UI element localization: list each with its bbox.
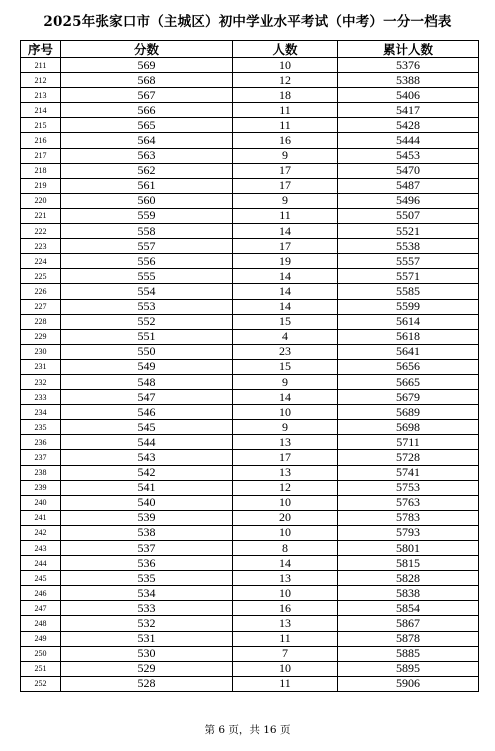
- cell-cumulative: 5641: [338, 344, 479, 359]
- cell-count: 13: [233, 435, 338, 450]
- cell-count: 9: [233, 374, 338, 389]
- cell-seq: 249: [21, 631, 61, 646]
- cell-score: 541: [61, 480, 233, 495]
- cell-count: 13: [233, 571, 338, 586]
- cell-cumulative: 5906: [338, 676, 479, 691]
- cell-cumulative: 5801: [338, 541, 479, 556]
- table-row: [21, 435, 479, 450]
- cell-count: 4: [233, 329, 338, 344]
- cell-count: 13: [233, 616, 338, 631]
- cell-score: 549: [61, 359, 233, 374]
- cell-count: 9: [233, 148, 338, 163]
- cell-seq: 241: [21, 510, 61, 525]
- cell-cumulative: 5453: [338, 148, 479, 163]
- header-count: 人数: [233, 41, 338, 58]
- cell-score: 561: [61, 178, 233, 193]
- cell-seq: 247: [21, 601, 61, 616]
- cell-seq: 215: [21, 118, 61, 133]
- cell-seq: 214: [21, 103, 61, 118]
- cell-count: 10: [233, 661, 338, 676]
- cell-count: 12: [233, 480, 338, 495]
- cell-count: 14: [233, 284, 338, 299]
- table-row: [21, 450, 479, 465]
- cell-seq: 223: [21, 239, 61, 254]
- cell-score: 559: [61, 208, 233, 223]
- cell-count: 8: [233, 541, 338, 556]
- table-row: [21, 73, 479, 88]
- cell-score: 565: [61, 118, 233, 133]
- cell-seq: 238: [21, 465, 61, 480]
- cell-seq: 212: [21, 73, 61, 88]
- cell-score: 546: [61, 405, 233, 420]
- table-row: [21, 239, 479, 254]
- table-row: [21, 254, 479, 269]
- cell-count: 18: [233, 88, 338, 103]
- cell-cumulative: 5665: [338, 374, 479, 389]
- table-row: [21, 571, 479, 586]
- cell-count: 11: [233, 118, 338, 133]
- cell-seq: 252: [21, 676, 61, 691]
- cell-cumulative: 5614: [338, 314, 479, 329]
- cell-seq: 240: [21, 495, 61, 510]
- cell-count: 10: [233, 405, 338, 420]
- table-row: [21, 601, 479, 616]
- table-row: [21, 224, 479, 239]
- cell-seq: 237: [21, 450, 61, 465]
- cell-cumulative: 5698: [338, 420, 479, 435]
- cell-count: 16: [233, 601, 338, 616]
- cell-cumulative: 5571: [338, 269, 479, 284]
- cell-score: 566: [61, 103, 233, 118]
- cell-count: 15: [233, 314, 338, 329]
- cell-cumulative: 5388: [338, 73, 479, 88]
- cell-score: 539: [61, 510, 233, 525]
- header-cumulative: 累计人数: [338, 41, 479, 58]
- cell-cumulative: 5793: [338, 525, 479, 540]
- cell-seq: 227: [21, 299, 61, 314]
- cell-count: 17: [233, 450, 338, 465]
- cell-cumulative: 5753: [338, 480, 479, 495]
- score-table: [20, 40, 479, 692]
- table-row: [21, 420, 479, 435]
- cell-score: 554: [61, 284, 233, 299]
- table-row: [21, 118, 479, 133]
- cell-cumulative: 5885: [338, 646, 479, 661]
- table-row: [21, 284, 479, 299]
- table-row: [21, 163, 479, 178]
- table-row: [21, 510, 479, 525]
- cell-cumulative: 5867: [338, 616, 479, 631]
- cell-score: 557: [61, 239, 233, 254]
- cell-count: 20: [233, 510, 338, 525]
- page-footer: 第 6 页，共 16 页: [204, 724, 291, 736]
- table-row: [21, 344, 479, 359]
- cell-count: 14: [233, 269, 338, 284]
- page-title: 2025年张家口市（主城区）初中学业水平考试（中考）一分一档表: [43, 14, 452, 30]
- cell-count: 11: [233, 631, 338, 646]
- table-row: [21, 541, 479, 556]
- cell-seq: 216: [21, 133, 61, 148]
- cell-cumulative: 5763: [338, 495, 479, 510]
- table-row: [21, 178, 479, 193]
- cell-seq: 246: [21, 586, 61, 601]
- cell-count: 10: [233, 525, 338, 540]
- cell-score: 550: [61, 344, 233, 359]
- cell-seq: 250: [21, 646, 61, 661]
- cell-cumulative: 5487: [338, 178, 479, 193]
- cell-seq: 225: [21, 269, 61, 284]
- table-row: [21, 374, 479, 389]
- cell-score: 556: [61, 254, 233, 269]
- cell-score: 551: [61, 329, 233, 344]
- cell-seq: 248: [21, 616, 61, 631]
- cell-cumulative: 5599: [338, 299, 479, 314]
- cell-seq: 226: [21, 284, 61, 299]
- cell-cumulative: 5689: [338, 405, 479, 420]
- cell-count: 14: [233, 556, 338, 571]
- table-row: [21, 148, 479, 163]
- cell-cumulative: 5470: [338, 163, 479, 178]
- cell-cumulative: 5496: [338, 193, 479, 208]
- cell-cumulative: 5854: [338, 601, 479, 616]
- cell-count: 11: [233, 208, 338, 223]
- cell-cumulative: 5538: [338, 239, 479, 254]
- cell-seq: 228: [21, 314, 61, 329]
- cell-seq: 229: [21, 329, 61, 344]
- cell-score: 542: [61, 465, 233, 480]
- cell-count: 17: [233, 239, 338, 254]
- cell-count: 10: [233, 495, 338, 510]
- cell-cumulative: 5679: [338, 390, 479, 405]
- cell-score: 528: [61, 676, 233, 691]
- table-row: [21, 193, 479, 208]
- table-row: [21, 586, 479, 601]
- cell-cumulative: 5406: [338, 88, 479, 103]
- table-row: [21, 661, 479, 676]
- cell-cumulative: 5838: [338, 586, 479, 601]
- cell-cumulative: 5417: [338, 103, 479, 118]
- table-row: [21, 299, 479, 314]
- table-row: [21, 556, 479, 571]
- cell-score: 568: [61, 73, 233, 88]
- cell-score: 536: [61, 556, 233, 571]
- cell-count: 9: [233, 193, 338, 208]
- header-row: [21, 41, 479, 58]
- cell-score: 569: [61, 58, 233, 73]
- cell-count: 11: [233, 103, 338, 118]
- table-body: [21, 58, 479, 692]
- cell-count: 7: [233, 646, 338, 661]
- cell-score: 558: [61, 224, 233, 239]
- cell-score: 545: [61, 420, 233, 435]
- cell-seq: 232: [21, 374, 61, 389]
- cell-seq: 239: [21, 480, 61, 495]
- cell-count: 19: [233, 254, 338, 269]
- cell-count: 15: [233, 359, 338, 374]
- cell-cumulative: 5815: [338, 556, 479, 571]
- cell-cumulative: 5895: [338, 661, 479, 676]
- cell-score: 548: [61, 374, 233, 389]
- cell-seq: 236: [21, 435, 61, 450]
- cell-seq: 245: [21, 571, 61, 586]
- cell-cumulative: 5618: [338, 329, 479, 344]
- cell-count: 17: [233, 163, 338, 178]
- cell-score: 535: [61, 571, 233, 586]
- cell-seq: 231: [21, 359, 61, 374]
- table-row: [21, 314, 479, 329]
- table-row: [21, 465, 479, 480]
- cell-cumulative: 5376: [338, 58, 479, 73]
- cell-count: 14: [233, 224, 338, 239]
- cell-cumulative: 5585: [338, 284, 479, 299]
- header-seq: 序号: [21, 41, 61, 58]
- table-row: [21, 646, 479, 661]
- cell-score: 563: [61, 148, 233, 163]
- cell-score: 530: [61, 646, 233, 661]
- table-row: [21, 525, 479, 540]
- cell-count: 9: [233, 420, 338, 435]
- cell-seq: 213: [21, 88, 61, 103]
- table-row: [21, 390, 479, 405]
- cell-score: 540: [61, 495, 233, 510]
- cell-seq: 233: [21, 390, 61, 405]
- cell-count: 23: [233, 344, 338, 359]
- cell-score: 533: [61, 601, 233, 616]
- cell-cumulative: 5783: [338, 510, 479, 525]
- cell-cumulative: 5521: [338, 224, 479, 239]
- cell-count: 12: [233, 73, 338, 88]
- cell-cumulative: 5878: [338, 631, 479, 646]
- cell-score: 534: [61, 586, 233, 601]
- cell-count: 16: [233, 133, 338, 148]
- cell-cumulative: 5444: [338, 133, 479, 148]
- table-row: [21, 405, 479, 420]
- cell-seq: 242: [21, 525, 61, 540]
- cell-seq: 244: [21, 556, 61, 571]
- cell-count: 10: [233, 58, 338, 73]
- cell-cumulative: 5656: [338, 359, 479, 374]
- header-score: 分数: [61, 41, 233, 58]
- table-row: [21, 208, 479, 223]
- cell-score: 562: [61, 163, 233, 178]
- cell-cumulative: 5428: [338, 118, 479, 133]
- table-row: [21, 616, 479, 631]
- table-row: [21, 631, 479, 646]
- cell-count: 17: [233, 178, 338, 193]
- cell-score: 538: [61, 525, 233, 540]
- cell-count: 13: [233, 465, 338, 480]
- cell-score: 529: [61, 661, 233, 676]
- table-row: [21, 58, 479, 73]
- cell-seq: 220: [21, 193, 61, 208]
- cell-score: 531: [61, 631, 233, 646]
- cell-count: 10: [233, 586, 338, 601]
- cell-score: 553: [61, 299, 233, 314]
- cell-score: 537: [61, 541, 233, 556]
- cell-cumulative: 5828: [338, 571, 479, 586]
- cell-seq: 235: [21, 420, 61, 435]
- cell-score: 555: [61, 269, 233, 284]
- table-row: [21, 676, 479, 691]
- cell-score: 547: [61, 390, 233, 405]
- cell-seq: 224: [21, 254, 61, 269]
- table-row: [21, 329, 479, 344]
- cell-cumulative: 5728: [338, 450, 479, 465]
- cell-seq: 221: [21, 208, 61, 223]
- table-row: [21, 88, 479, 103]
- cell-seq: 222: [21, 224, 61, 239]
- cell-cumulative: 5507: [338, 208, 479, 223]
- cell-seq: 211: [21, 58, 61, 73]
- cell-score: 560: [61, 193, 233, 208]
- cell-score: 564: [61, 133, 233, 148]
- table-row: [21, 480, 479, 495]
- cell-seq: 234: [21, 405, 61, 420]
- cell-score: 567: [61, 88, 233, 103]
- cell-cumulative: 5711: [338, 435, 479, 450]
- table-row: [21, 133, 479, 148]
- cell-score: 552: [61, 314, 233, 329]
- cell-seq: 230: [21, 344, 61, 359]
- cell-cumulative: 5741: [338, 465, 479, 480]
- table-row: [21, 359, 479, 374]
- cell-score: 532: [61, 616, 233, 631]
- cell-seq: 217: [21, 148, 61, 163]
- cell-count: 14: [233, 390, 338, 405]
- cell-seq: 251: [21, 661, 61, 676]
- cell-cumulative: 5557: [338, 254, 479, 269]
- cell-score: 544: [61, 435, 233, 450]
- table-row: [21, 269, 479, 284]
- table-row: [21, 495, 479, 510]
- cell-count: 14: [233, 299, 338, 314]
- table-row: [21, 103, 479, 118]
- cell-seq: 219: [21, 178, 61, 193]
- cell-seq: 218: [21, 163, 61, 178]
- cell-count: 11: [233, 676, 338, 691]
- cell-score: 543: [61, 450, 233, 465]
- cell-seq: 243: [21, 541, 61, 556]
